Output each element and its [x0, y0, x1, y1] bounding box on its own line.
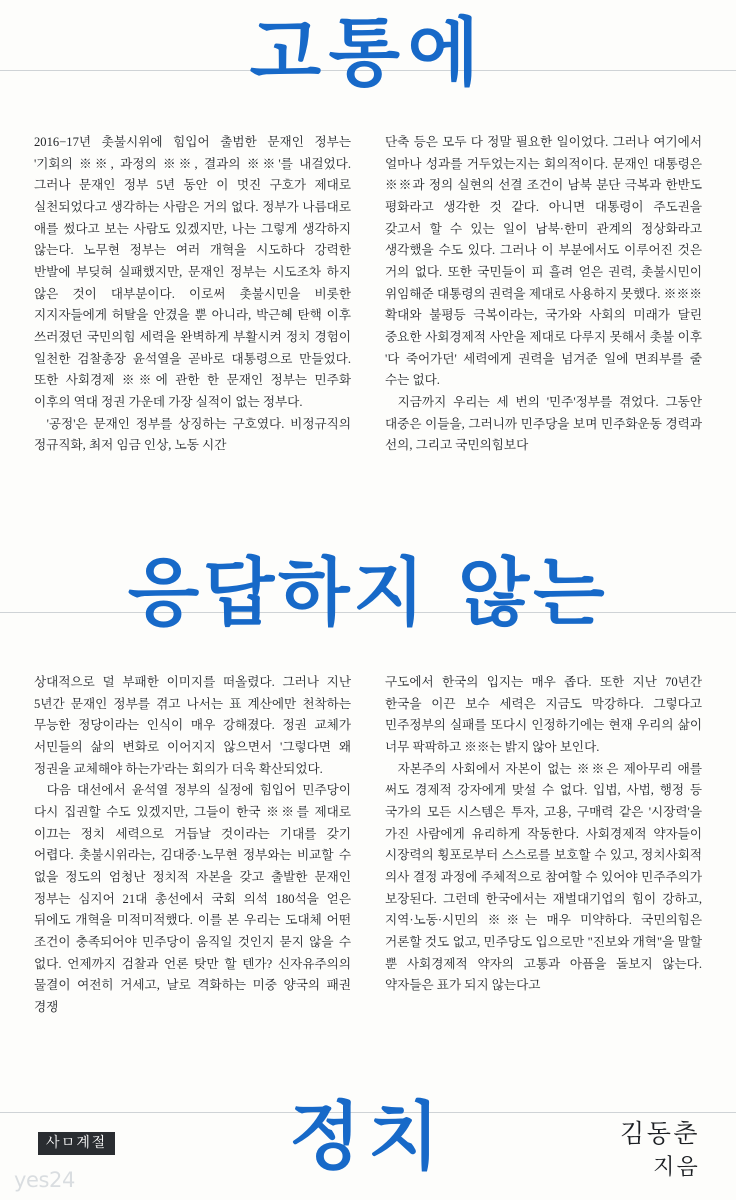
cover-title-line-1: 고통에 — [249, 10, 487, 96]
paragraph: '공정'은 문재인 정부를 상징하는 구호였다. 비정규직의 정규직화, 최저 임금 인상, 노동 시간 — [34, 416, 351, 453]
upper-left-column — [34, 132, 351, 457]
watermark-text: yes24 — [14, 1168, 75, 1192]
paragraph: 지금까지 우리는 세 번의 '민주'정부를 겪었다. 그동안 대중은 이들을, 그러니까 민주당을 보며 민주화운동 경력과 선의, 그리고 국민의힘보다 — [385, 394, 702, 453]
paragraph: 다음 대선에서 윤석열 정부의 실정에 힘입어 민주당이 다시 집권할 수도 있겠지만, 그들이 한국 ※※를 제대로 이끄는 정치 세력으로 거듭날 것이라는 기대를 갖기 어렵다. 촛불시위라는, 김대중·노무현 정부와는 비교할 수 없을 정도의 엄청난 정치적 자본을 갖고 출발한 문재인 정부는 심지어 21대 총선에서 국회 의석 180석을 얻은 뒤에도 개혁을 미적미적했다. 이를 본 우리는 도대체 어떤 조건이 충족되어야 민주당이 움직일 것인지 묻지 않을 수 없다. 언제까지 검찰과 언론 탓만 할 텐가? 신자유주의의 물결이 여전히 거세고, 날로 격화하는 미중 양국의 패권 경쟁 — [34, 783, 351, 1014]
author-name: 김동춘 — [620, 1119, 700, 1148]
paragraph: 단축 등은 모두 다 정말 필요한 일이었다. 그러나 여기에서 얼마나 성과를 거두었는지는 회의적이다. 문재인 대통령은 ※※과 정의 실현의 선결 조건이 남북 분단 극복과 한반도 평화라고 생각한 것 같다. 아니면 대통령이 주도권을 갖고서 할 수 있는 일이 남북·한미 관계의 정상화라고 생각했을 수도 있다. 그러나 이 부분에서도 이루어진 것은 거의 없다. 또한 국민들이 피 흘려 얻은 권력, 촛불시민이 위임해준 대통령의 권력을 제대로 사용하지 못했다. ※※※ 확대와 불평등 극복이라는, 국가와 사회의 미래가 달린 중요한 사회경제적 사안을 제대로 다루지 못해서 촛불 이후 '다 죽어가던' 세력에게 권력을 넘겨준 일에 면죄부를 줄 수는 없다. — [385, 135, 702, 388]
lower-right-column — [385, 672, 702, 1019]
publisher-logo: 사ㅁ계절 — [38, 1132, 115, 1155]
upper-text-block — [34, 132, 702, 457]
lower-text-block — [34, 672, 702, 1019]
author-block — [620, 1118, 700, 1182]
paragraph: 2016−17년 촛불시위에 힘입어 출범한 문재인 정부는 '기회의 ※※, 과정의 ※※, 결과의 ※※'를 내걸었다. 그러나 문재인 정부 5년 동안 이 멋진 구호가 제대로 실천되었다고 생각하는 사람은 거의 없다. 정부가 나름대로 애를 썼다고 보는 사람도 있겠지만, 나는 그렇게 생각하지 않는다. 노무현 정부는 여러 개혁을 시도하다 강력한 반발에 부딪혀 실패했지만, 문재인 정부는 시도조차 하지 않은 것이 대부분이다. 이로써 촛불시민을 비롯한 지지자들에게 허탈을 안겼을 뿐 아니라, 박근혜 탄핵 이후 쓰러졌던 국민의힘 세력을 완벽하게 부활시켜 정치 경험이 일천한 검찰총장 윤석열을 곧바로 대통령으로 만들었다. 또한 사회경제 ※※에 관한 한 문재인 정부는 민주화 이후의 역대 정권 가운데 가장 실적이 없는 정부다. — [34, 135, 351, 409]
paragraph: 자본주의 사회에서 자본이 없는 ※※은 제아무리 애를 써도 경제적 강자에게 맞설 수 없다. 입법, 사법, 행정 등 국가의 모든 시스템은 투자, 고용, 구매력 같은 '시장력'을 가진 사람에게 유리하게 작동한다. 사회경제적 약자들이 시장력의 횡포로부터 스스로를 보호할 수 있고, 정치사회적 의사 결정 과정에 주체적으로 참여할 수 있어야 민주주의가 보장된다. 그런데 한국에서는 재벌대기업의 힘이 강하고, 지역·노동·시민의 ※※는 매우 미약하다. 국민의힘은 거론할 것도 없고, 민주당도 입으로만 "진보와 개혁"을 말할 뿐 사회경제적 약자의 고통과 아픔을 돌보지 않는다. 약자들은 표가 되지 않는다고 — [385, 761, 702, 993]
cover-title-line-3: 정치 — [289, 1094, 447, 1180]
cover-title-line-2: 응답하지 않는 — [127, 550, 609, 636]
paragraph: 구도에서 한국의 입지는 매우 좁다. 또한 지난 70년간 한국을 이끈 보수 세력은 지금도 막강하다. 그렇다고 민주정부의 실패를 또다시 인정하기에는 현재 우리의 삶이 너무 팍팍하고 ※※는 밝지 않아 보인다. — [385, 675, 702, 754]
upper-right-column — [385, 132, 702, 457]
watermark — [14, 1168, 75, 1192]
paragraph: 상대적으로 덜 부패한 이미지를 떠올렸다. 그러나 지난 5년간 문재인 정부를 겪고 나서는 표 계산에만 천착하는 무능한 정당이라는 인식이 매우 강해졌다. 정권 교체가 서민들의 삶의 변화로 이어지지 않으면서 '그렇다면 왜 정권을 교체해야 하는가'라는 회의가 더욱 확산되었다. — [34, 675, 351, 776]
lower-left-column — [34, 672, 351, 1019]
author-byline: 지음 — [653, 1154, 700, 1180]
